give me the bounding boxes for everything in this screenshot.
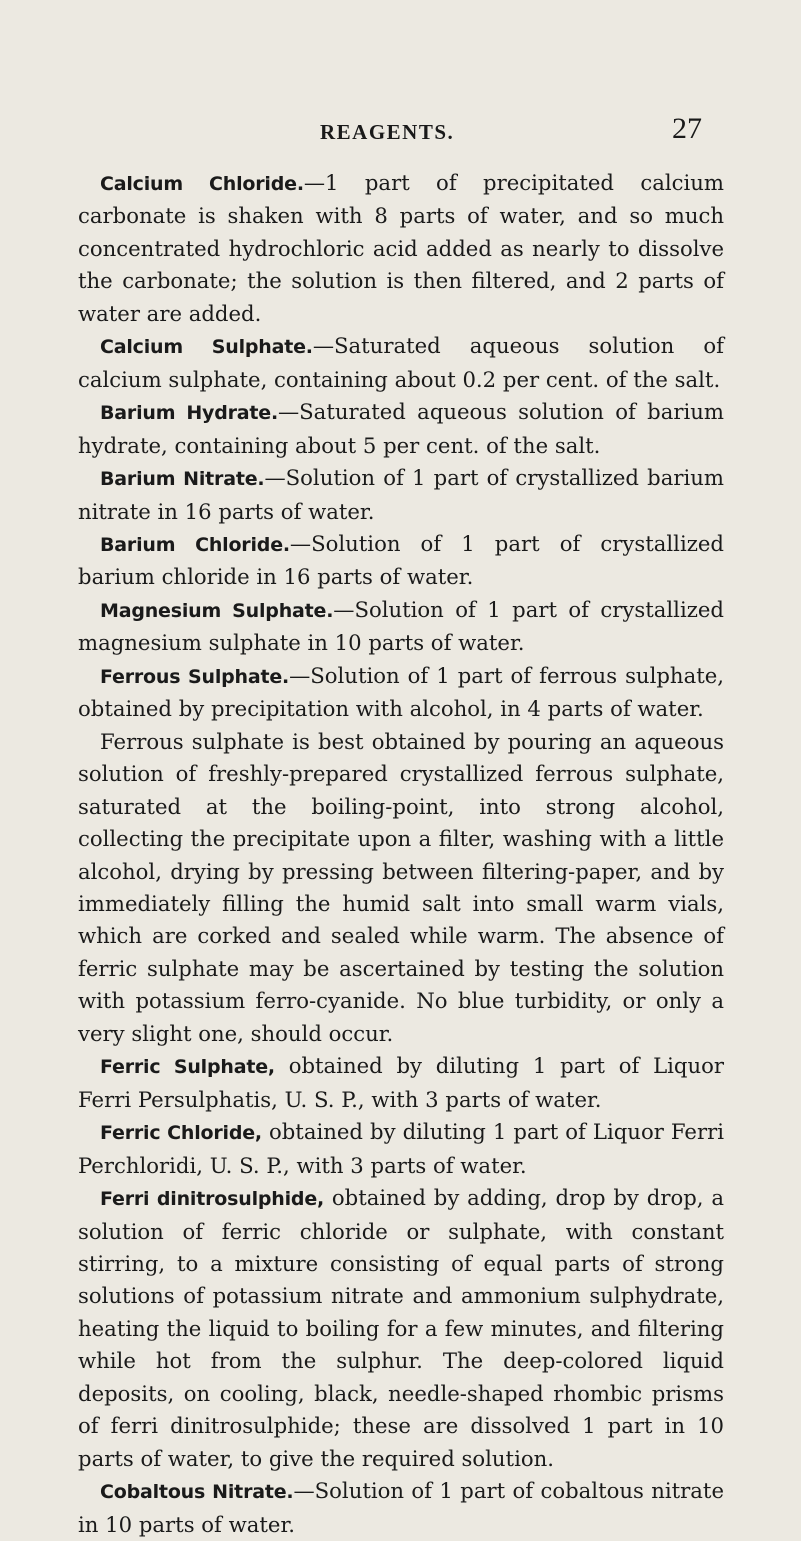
reagent-entry: [78, 1475, 724, 1541]
reagent-entry: [78, 528, 724, 594]
reagent-entry: [78, 396, 724, 462]
reagent-term: Barium Hydrate.: [100, 402, 278, 425]
reagent-description: Ferrous sulphate is best obtained by pouring an aqueous solution of freshly-prepared crystallized ferrous sulphate, saturated at the boiling-point, into strong alcohol, collecting the precipitate upon a filter, washing with a little alcohol, drying by pressing between filtering-paper, and by immediately filling the humid salt into small warm vials, which are corked and sealed while warm. The absence of ferric sulphate may be ascertained by testing the solution with potassium ferro-cyanide. No blue turbidity, or only a very slight one, should occur.: [78, 728, 724, 1046]
reagent-description: obtained by diluting 1 part of Liquor Ferri Perchloridi, U. S. P., with 3 parts of water.: [78, 1119, 724, 1178]
reagent-description: obtained by diluting 1 part of Liquor Ferri Persulphatis, U. S. P., with 3 parts of water.: [78, 1053, 725, 1112]
reagent-note-paragraph: [78, 726, 724, 1051]
reagent-entry: [78, 660, 724, 726]
reagent-description: —Saturated aqueous solution of calcium sulphate, containing about 0.2 per cent. of the salt.: [78, 333, 724, 392]
reagent-description: —Saturated aqueous solution of barium hydrate, containing about 5 per cent. of the salt.: [78, 399, 724, 458]
reagent-description: —Solution of 1 part of crystallized barium chloride in 16 parts of water.: [78, 530, 724, 590]
reagent-term: Calcium Chloride.: [100, 173, 304, 195]
reagent-term: Barium Nitrate.: [100, 468, 265, 491]
reagent-description: —Solution of 1 part of crystallized barium nitrate in 16 parts of water.: [78, 465, 724, 524]
page-header: [0, 112, 801, 152]
reagent-entry: [78, 594, 724, 660]
reagent-term: Ferri dinitrosulphide,: [100, 1188, 325, 1211]
reagent-term: Ferric Sulphate,: [100, 1056, 275, 1079]
reagent-description: obtained by adding, drop by drop, a solution of ferric chloride or sulphate, with constant stirring, to a mixture consisting of equal parts of strong solutions of potassium nitrate and ammonium sulphydrate, heating the liquid to boiling for a few minutes, and filtering while hot from the sulphur. The deep-colored liquid deposits, on cooling, black, needle-shaped rhombic prisms of ferri dinitrosulphide; these are dissolved 1 part in 10 parts of water, to give the required solution.: [78, 1185, 724, 1471]
page-body: [78, 167, 724, 1541]
reagent-entry: [78, 1050, 724, 1116]
reagent-entry: [78, 167, 724, 330]
reagent-description: —1 part of precipitated calcium carbonate is shaken with 8 parts of water, and so much concentrated hydrochloric acid added as nearly to dissolve the carbonate; the solution is then filtered, and 2 parts of water are added.: [78, 170, 725, 326]
reagent-term: Cobaltous Nitrate.: [100, 1481, 294, 1504]
running-head: REAGENTS.: [320, 120, 455, 144]
reagent-term: Barium Chloride.: [100, 533, 290, 556]
reagent-entry: [78, 330, 724, 396]
reagent-entry: [78, 1116, 724, 1182]
reagent-entry: [78, 462, 724, 528]
reagent-description: —Solution of 1 part of crystallized magnesium sulphate in 10 parts of water.: [78, 596, 724, 656]
reagent-term: Calcium Sulphate.: [100, 336, 313, 359]
reagent-term: Ferrous Sulphate.: [100, 665, 290, 688]
reagent-description: —Solution of 1 part of ferrous sulphate, obtained by precipitation with alcohol, in 4 parts of water.: [78, 662, 724, 722]
page-number: 27: [672, 112, 702, 145]
reagent-description: —Solution of 1 part of cobaltous nitrate in 10 parts of water.: [78, 1478, 724, 1537]
reagent-term: Ferric Chloride,: [100, 1122, 262, 1145]
reagent-term: Magnesium Sulphate.: [100, 599, 334, 622]
reagent-entry: [78, 1182, 724, 1475]
